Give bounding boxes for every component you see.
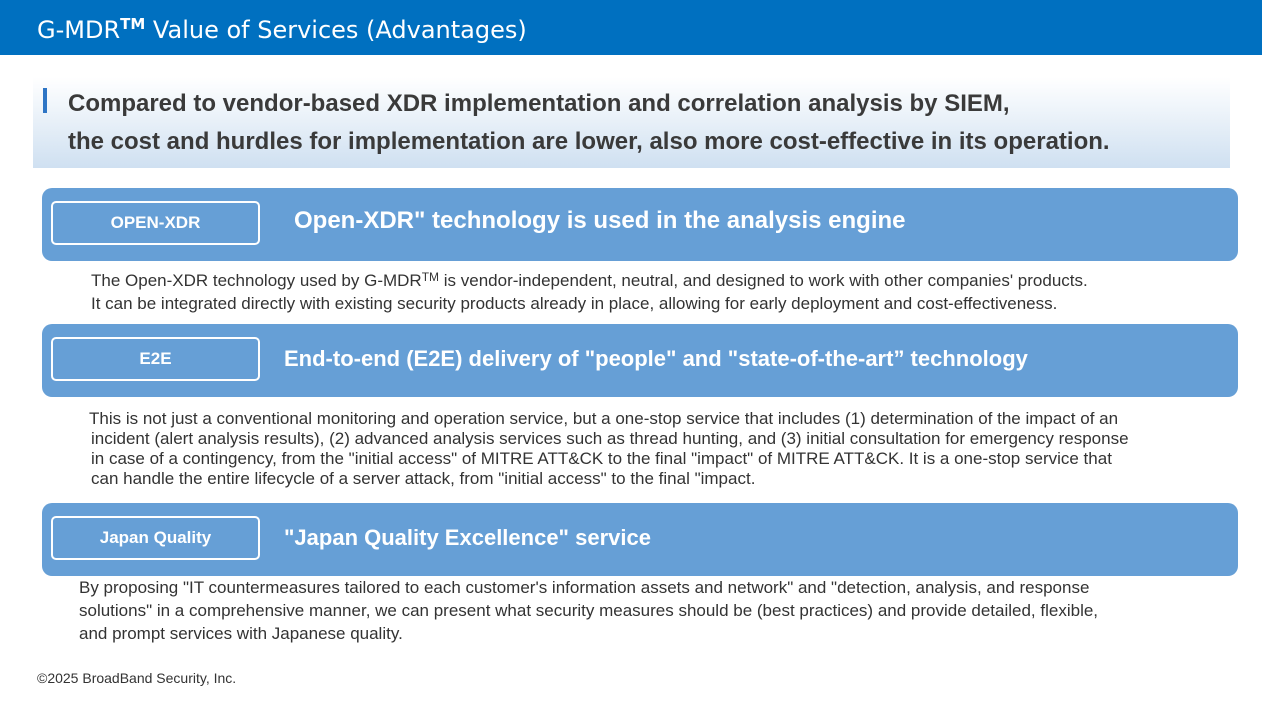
tag-e2e: E2E: [51, 337, 260, 381]
body-japan-quality-line-3: and prompt services with Japanese quality.: [79, 624, 403, 643]
trademark-mark: TM: [120, 15, 146, 33]
body-e2e-line-2: incident (alert analysis results), (2) advanced analysis services such as thread hunting, and (3) initial consultation for emergency response: [91, 429, 1129, 448]
lead-line-1: Compared to vendor-based XDR implementation and correlation analysis by SIEM,: [68, 90, 1010, 117]
copyright-notice: ©2025 BroadBand Security, Inc.: [37, 670, 237, 686]
title-rest: Value of Services (Advantages): [145, 16, 527, 44]
lead-line-2: the cost and hurdles for implementation are lower, also more cost-effective in its operation.: [68, 128, 1110, 155]
heading-e2e: End-to-end (E2E) delivery of "people" and "state-of-the-art” technology: [284, 346, 1028, 371]
body-e2e-line-4: can handle the entire lifecycle of a server attack, from "initial access" to the final "impact.: [91, 469, 756, 488]
section-open-xdr-bar: [42, 188, 1238, 261]
tag-open-xdr: OPEN-XDR: [51, 201, 260, 245]
body-e2e-line-3: in case of a contingency, from the "initial access" of MITRE ATT&CK to the final "impact" of MITRE ATT&CK. It is a one-stop service that: [91, 449, 1112, 468]
body-text-segment: is vendor-independent, neutral, and designed to work with other companies' products.: [439, 271, 1088, 290]
body-e2e: [91, 409, 1129, 489]
body-text-segment: The Open-XDR technology used by G-MDR: [91, 271, 422, 290]
trademark-mark: TM: [421, 270, 440, 284]
section-japan-quality-bar: [42, 503, 1238, 576]
heading-japan-quality: "Japan Quality Excellence" service: [284, 525, 651, 550]
body-japan-quality: [79, 576, 1098, 645]
body-open-xdr: [91, 269, 1088, 315]
lead-statement: [68, 85, 1110, 161]
lead-accent-bar: [43, 88, 47, 113]
title-bar: [0, 0, 1262, 55]
section-e2e-bar: [42, 324, 1238, 397]
body-japan-quality-line-2: solutions" in a comprehensive manner, we can present what security measures should be (best practices) and provide detailed, flexible,: [79, 601, 1099, 620]
heading-open-xdr: Open-XDR" technology is used in the analysis engine: [294, 207, 906, 234]
page-title: [37, 17, 527, 42]
body-open-xdr-line-1: [91, 269, 1088, 292]
body-japan-quality-line-1: By proposing "IT countermeasures tailored to each customer's information assets and network" and "detection, analysis, and response: [79, 578, 1090, 597]
tag-japan-quality: Japan Quality: [51, 516, 260, 560]
body-e2e-line-1: This is not just a conventional monitoring and operation service, but a one-stop service that includes (1) determination of the impact of an: [89, 409, 1119, 428]
title-main: G-MDR: [37, 16, 121, 44]
body-open-xdr-line-2: It can be integrated directly with existing security products already in place, allowing for early deployment and cost-effectiveness.: [91, 294, 1058, 313]
